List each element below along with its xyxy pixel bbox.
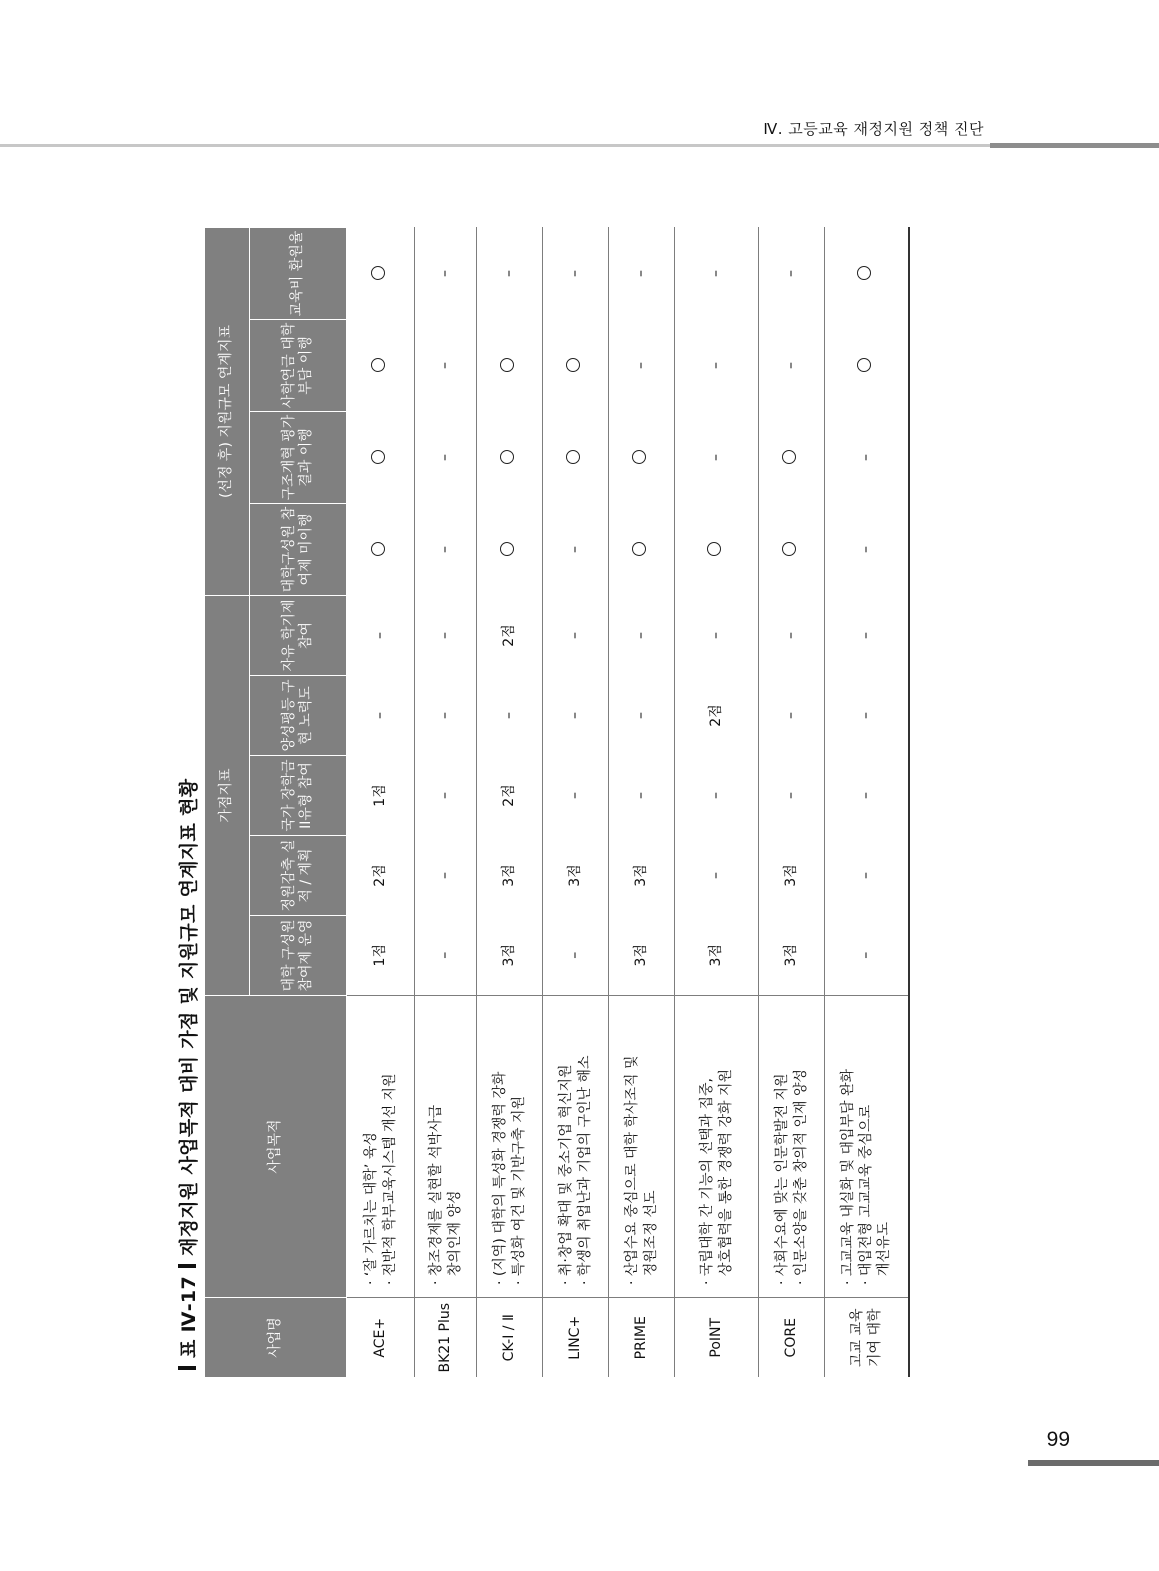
- program-purpose: [609, 996, 675, 1298]
- link-indicator-cell: [543, 504, 609, 596]
- link-indicator-cell: [609, 228, 675, 320]
- link-indicator-cell: [543, 412, 609, 504]
- bonus-score-cell: –: [609, 756, 675, 836]
- dash-value: –: [501, 270, 518, 277]
- bonus-score-cell: 3점: [477, 836, 543, 916]
- dash-value: –: [858, 546, 875, 553]
- bonus-score-cell: 2점: [347, 836, 415, 916]
- table-row: [825, 228, 909, 1378]
- link-indicator-cell: [347, 412, 415, 504]
- link-indicator-cell: [825, 320, 909, 412]
- header-purpose: 사업목적: [205, 996, 347, 1298]
- header-link-col: 구조개혁 평가결과 이행: [250, 412, 347, 504]
- purpose-line: · 국립대학 간 기능의 선택과 집중,: [699, 1078, 716, 1285]
- link-indicator-cell: [477, 412, 543, 504]
- bonus-score-cell: –: [759, 756, 825, 836]
- header-bonus-col: 자유 학기제 참여: [250, 596, 347, 676]
- dash-value: –: [633, 270, 650, 277]
- dash-value: –: [633, 362, 650, 369]
- purpose-line: · 특성화 여건 및 기반구축 지원: [510, 1096, 527, 1285]
- bonus-score-cell: –: [825, 596, 909, 676]
- program-name: 고교 교육 기여 대학: [825, 1298, 909, 1378]
- program-name: PoINT: [675, 1298, 759, 1378]
- bonus-score-cell: 2점: [675, 676, 759, 756]
- program-name: PRIME: [609, 1298, 675, 1378]
- bonus-score-cell: 1점: [347, 756, 415, 836]
- link-indicator-cell: [415, 504, 477, 596]
- bonus-score-cell: 2점: [477, 596, 543, 676]
- table-row: [609, 228, 675, 1378]
- circle-mark-icon: [857, 359, 871, 373]
- purpose-line: · 창조경제를 실현할 석박사급: [428, 1104, 445, 1285]
- bonus-score-cell: –: [759, 676, 825, 756]
- dash-value: –: [437, 454, 454, 461]
- program-purpose: [477, 996, 543, 1298]
- bonus-score-cell: –: [543, 916, 609, 996]
- program-purpose: [543, 996, 609, 1298]
- header-link-col: 사학연금 대학부담 이행: [250, 320, 347, 412]
- bonus-score-cell: –: [759, 596, 825, 676]
- program-purpose: [347, 996, 415, 1298]
- dash-value: –: [567, 270, 584, 277]
- bonus-score-cell: –: [825, 836, 909, 916]
- header-bonus-col: 국가 장학금 II유형 참여: [250, 756, 347, 836]
- page-number: 99: [1046, 1428, 1070, 1451]
- bonus-score-cell: –: [675, 756, 759, 836]
- bonus-score-cell: –: [543, 596, 609, 676]
- caption-title: 재정지원 사업목적 대비 가점 및 지원규모 연계지표 현황: [177, 778, 200, 1257]
- link-indicator-cell: [415, 228, 477, 320]
- bonus-score-cell: 3점: [675, 916, 759, 996]
- bonus-score-cell: 3점: [759, 836, 825, 916]
- circle-mark-icon: [500, 359, 514, 373]
- caption-label: 표 Ⅳ-17: [177, 1276, 200, 1358]
- link-indicator-cell: [675, 228, 759, 320]
- circle-mark-icon: [371, 451, 385, 465]
- bonus-score-cell: 3점: [477, 916, 543, 996]
- link-indicator-cell: [415, 320, 477, 412]
- header-link-group: (선정 후) 지원규모 연계지표: [205, 228, 250, 596]
- table-row: [415, 228, 477, 1378]
- circle-mark-icon: [371, 359, 385, 373]
- bonus-score-cell: 3점: [543, 836, 609, 916]
- bonus-score-cell: –: [825, 756, 909, 836]
- footer-rule: [1028, 1460, 1159, 1466]
- bonus-score-cell: –: [609, 676, 675, 756]
- circle-mark-icon: [371, 543, 385, 557]
- link-indicator-cell: [477, 320, 543, 412]
- circle-mark-icon: [371, 267, 385, 281]
- link-indicator-cell: [759, 320, 825, 412]
- link-indicator-cell: [415, 412, 477, 504]
- link-indicator-cell: [347, 504, 415, 596]
- purpose-line: 정원조정 선도: [642, 1190, 659, 1285]
- bonus-score-cell: –: [347, 676, 415, 756]
- header-name: 사업명: [205, 1298, 347, 1378]
- link-indicator-cell: [477, 504, 543, 596]
- header-bonus-group: 가점지표: [205, 596, 250, 996]
- table-row: [477, 228, 543, 1378]
- bonus-score-cell: –: [609, 596, 675, 676]
- link-indicator-cell: [609, 320, 675, 412]
- program-name: CK-Ⅰ / Ⅱ: [477, 1298, 543, 1378]
- program-name: BK21 Plus: [415, 1298, 477, 1378]
- caption-bar-icon: [178, 1366, 196, 1370]
- purpose-line: · 고교교육 내실화 및 대입부담 완화: [839, 1068, 856, 1285]
- bonus-score-cell: 2점: [477, 756, 543, 836]
- purpose-line: · 취·창업 확대 및 중소기업 혁신지원: [558, 1064, 575, 1285]
- dash-value: –: [858, 454, 875, 461]
- link-indicator-cell: [675, 412, 759, 504]
- circle-mark-icon: [500, 543, 514, 557]
- bonus-score-cell: 3점: [759, 916, 825, 996]
- table-row: [347, 228, 415, 1378]
- dash-value: –: [437, 270, 454, 277]
- link-indicator-cell: [609, 412, 675, 504]
- bonus-score-cell: –: [415, 836, 477, 916]
- purpose-line: · ‘잘 가르치는 대학’ 육성: [363, 1132, 380, 1285]
- program-purpose: [825, 996, 909, 1298]
- bonus-score-cell: –: [347, 596, 415, 676]
- link-indicator-cell: [759, 228, 825, 320]
- bonus-score-cell: –: [415, 676, 477, 756]
- link-indicator-cell: [759, 504, 825, 596]
- table-row: [543, 228, 609, 1378]
- dash-value: –: [437, 546, 454, 553]
- header-rule-accent: [990, 143, 1159, 148]
- bonus-score-cell: –: [415, 596, 477, 676]
- purpose-line: · (지역) 대학의 특성화 경쟁력 강화: [492, 1071, 509, 1285]
- link-indicator-cell: [825, 228, 909, 320]
- link-indicator-cell: [759, 412, 825, 504]
- link-indicator-cell: [347, 320, 415, 412]
- circle-mark-icon: [782, 451, 796, 465]
- purpose-line: · 사회수요에 맞는 인문학발전 지원: [774, 1073, 791, 1285]
- header-link-col: 대학구성원 참여제 미이행: [250, 504, 347, 596]
- link-indicator-cell: [543, 320, 609, 412]
- circle-mark-icon: [632, 543, 646, 557]
- bonus-score-cell: –: [543, 756, 609, 836]
- bonus-score-cell: –: [825, 916, 909, 996]
- bonus-score-cell: –: [477, 676, 543, 756]
- purpose-line: · 인문소양을 갖춘 창의적 인재 양성: [792, 1068, 809, 1285]
- linkage-indicator-table: [204, 227, 910, 1378]
- bonus-score-cell: –: [415, 756, 477, 836]
- circle-mark-icon: [707, 543, 721, 557]
- header-rule: [0, 144, 1159, 147]
- purpose-line: 개선유도: [876, 1222, 893, 1285]
- program-purpose: [415, 996, 477, 1298]
- bonus-score-cell: –: [825, 676, 909, 756]
- running-header: Ⅳ. 고등교육 재정지원 정책 진단: [763, 120, 984, 138]
- link-indicator-cell: [609, 504, 675, 596]
- program-purpose: [759, 996, 825, 1298]
- circle-mark-icon: [566, 359, 580, 373]
- circle-mark-icon: [632, 451, 646, 465]
- link-indicator-cell: [825, 412, 909, 504]
- dash-value: –: [708, 270, 725, 277]
- link-indicator-cell: [347, 228, 415, 320]
- program-purpose: [675, 996, 759, 1298]
- purpose-line: · 산업수요 중심으로 대학 학사조직 및: [624, 1055, 641, 1285]
- circle-mark-icon: [782, 543, 796, 557]
- circle-mark-icon: [566, 451, 580, 465]
- link-indicator-cell: [825, 504, 909, 596]
- header-link-col: 교육비 환원율: [250, 228, 347, 320]
- caption-bar-icon: [178, 1264, 196, 1268]
- rotated-table-area: [170, 218, 970, 1378]
- program-name: CORE: [759, 1298, 825, 1378]
- bonus-score-cell: –: [543, 676, 609, 756]
- link-indicator-cell: [477, 228, 543, 320]
- bonus-score-cell: –: [415, 916, 477, 996]
- dash-value: –: [567, 546, 584, 553]
- dash-value: –: [708, 454, 725, 461]
- purpose-line: 상호협력을 통한 경쟁력 강화 지원: [717, 1068, 734, 1285]
- dash-value: –: [783, 362, 800, 369]
- purpose-line: · 학생의 취업난과 기업의 구인난 해소: [576, 1055, 593, 1285]
- dash-value: –: [437, 362, 454, 369]
- circle-mark-icon: [500, 451, 514, 465]
- bonus-score-cell: 3점: [609, 916, 675, 996]
- purpose-line: 창의인재 양성: [446, 1190, 463, 1285]
- dash-value: –: [708, 362, 725, 369]
- purpose-line: · 대입전형 고교교육 중심으로: [858, 1104, 875, 1285]
- header-bonus-col: 정원감축 실적 / 계획: [250, 836, 347, 916]
- header-bonus-col: 양성평등 구현 노력도: [250, 676, 347, 756]
- program-name: ACE+: [347, 1298, 415, 1378]
- table-row: [675, 228, 759, 1378]
- bonus-score-cell: 3점: [609, 836, 675, 916]
- link-indicator-cell: [675, 504, 759, 596]
- circle-mark-icon: [857, 267, 871, 281]
- header-bonus-col: 대학 구성원 참여제 운영: [250, 916, 347, 996]
- bonus-score-cell: –: [675, 596, 759, 676]
- link-indicator-cell: [543, 228, 609, 320]
- bonus-score-cell: –: [675, 836, 759, 916]
- table-caption: [170, 218, 204, 1370]
- link-indicator-cell: [675, 320, 759, 412]
- table-row: [759, 228, 825, 1378]
- dash-value: –: [783, 270, 800, 277]
- program-name: LINC+: [543, 1298, 609, 1378]
- bonus-score-cell: 1점: [347, 916, 415, 996]
- purpose-line: · 전반적 학부교육시스템 개선 지원: [381, 1073, 398, 1285]
